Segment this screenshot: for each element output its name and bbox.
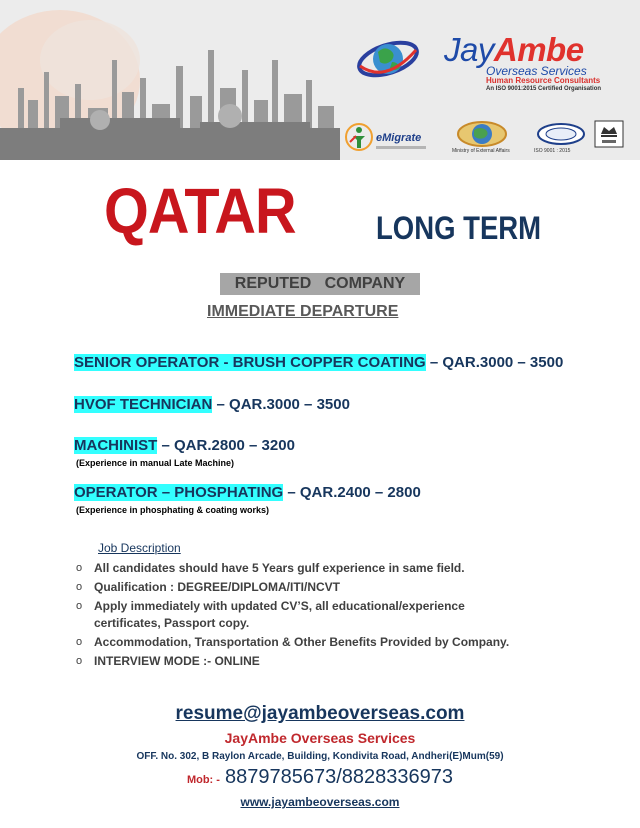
bullet-icon: o	[76, 581, 83, 593]
contract-term-title: LONG TERM	[376, 210, 542, 246]
mobile-label: Mob: -	[186, 774, 220, 786]
job-description-heading: Job Description	[98, 541, 181, 555]
job-listing	[74, 482, 421, 504]
job-note: (Experience in manual Late Machine)	[76, 458, 235, 468]
bullet-icon: o	[76, 636, 83, 648]
job-listing	[74, 352, 563, 374]
refinery-skyline-image	[0, 0, 340, 160]
list-item: o INTERVIEW MODE :- ONLINE	[76, 654, 260, 668]
brand-subtitle: Overseas Services	[486, 64, 587, 78]
job-note: (Experience in phosphating & coating works)	[76, 505, 270, 515]
ukas-crown-icon	[594, 120, 624, 148]
job-description-list	[76, 560, 516, 672]
country-title: QATAR	[104, 175, 296, 247]
job-title: SENIOR OPERATOR - BRUSH COPPER COATING	[74, 354, 426, 371]
brand-tagline: Human Resource Consultants	[486, 76, 601, 85]
job-listing	[74, 394, 350, 416]
company-name: JayAmbe Overseas Services	[224, 730, 416, 746]
emigrate-figure-icon	[344, 122, 374, 152]
list-item: o Apply immediately with updated CV’S, all educational/experience certificates, Passport copy.	[76, 599, 465, 630]
mobile-contact	[0, 766, 640, 789]
office-address: OFF. No. 302, B Raylon Arcade, Building, Kondivita Road, Andheri(E)Mum(59)	[136, 751, 504, 762]
job-title: HVOF TECHNICIAN	[74, 396, 213, 413]
job-salary: – QAR.2400 – 2800	[283, 484, 421, 501]
email-link[interactable]: resume@jayambeoverseas.com	[175, 703, 465, 724]
immediate-departure-heading: IMMEDIATE DEPARTURE	[207, 303, 399, 320]
mea-emblem-icon	[456, 120, 508, 148]
job-salary: – QAR.3000 – 3500	[425, 354, 564, 371]
brand-name: JayAmbe	[444, 31, 584, 68]
company-logo	[350, 28, 630, 98]
job-salary: – QAR.2800 – 3200	[157, 437, 295, 454]
bullet-icon: o	[76, 600, 83, 612]
bullet-icon: o	[76, 562, 83, 574]
list-item: o Qualification : DEGREE/DIPLOMA/ITI/NCVT	[76, 580, 341, 594]
mea-logo: Ministry of External Affairs	[448, 118, 518, 156]
bullet-icon: o	[76, 655, 83, 667]
job-salary: – QAR.3000 – 3500	[212, 396, 350, 413]
iso-seal-icon	[536, 122, 586, 146]
emigrate-logo: eMigrate	[340, 118, 440, 156]
job-title: OPERATOR – PHOSPHATING	[74, 484, 284, 501]
list-item: o Accommodation, Transportation & Other Benefits Provided by Company.	[76, 635, 510, 649]
header-banner	[0, 0, 640, 160]
brand-iso-note: An ISO 9001:2015 Certified Organisation	[486, 86, 602, 92]
reputed-company-banner: REPUTED COMPANY	[220, 273, 420, 295]
job-title: MACHINIST	[74, 437, 158, 454]
website-link[interactable]: www.jayambeoverseas.com	[240, 795, 400, 809]
iso-certification-logo: ISO 9001 : 2015	[532, 118, 632, 156]
mobile-numbers[interactable]: 8879785673/8828336973	[225, 766, 454, 788]
globe-logo-icon	[356, 32, 420, 86]
job-listing	[74, 435, 295, 457]
list-item: o All candidates should have 5 Years gulf experience in same field.	[76, 561, 465, 575]
